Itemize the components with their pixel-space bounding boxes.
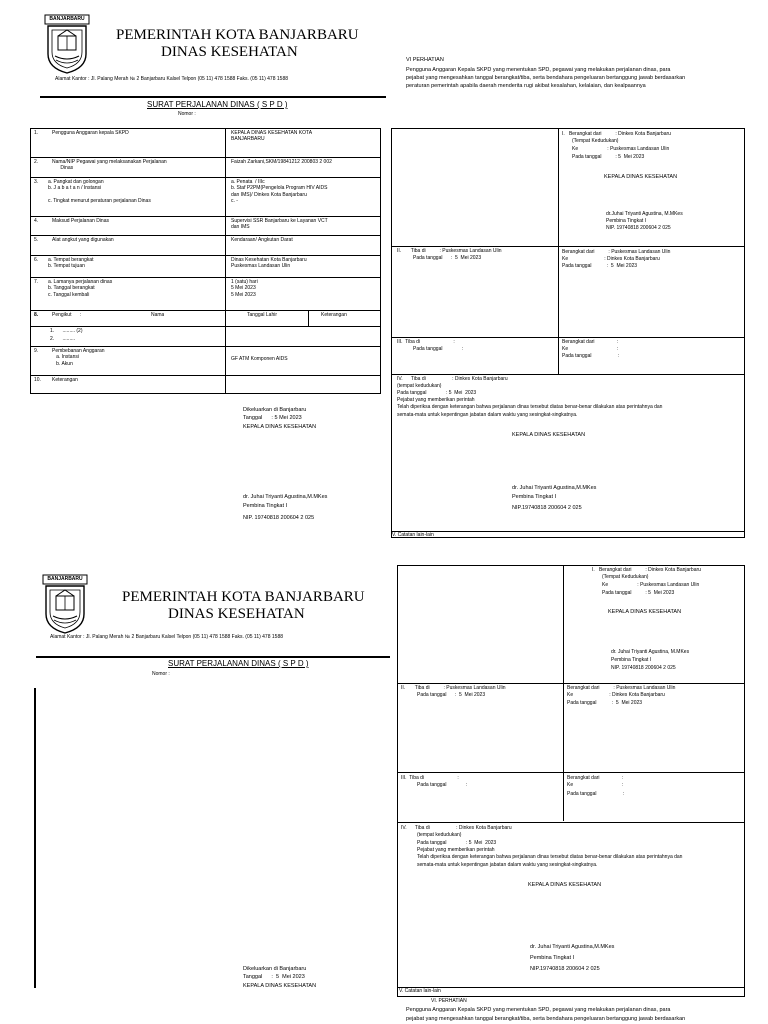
s3-tanggal-right-2: Pada tanggal : <box>567 791 625 797</box>
issued-nip: NIP. 19740818 200604 2 025 <box>243 515 315 521</box>
s2-tanggal-right-2: Pada tanggal : 5 Mei 2023 <box>567 700 643 706</box>
s2-tiba: II. Tiba di : Puskesmas Landasan Ulin <box>397 248 502 254</box>
s4-pejabat: Pejabat yang memberikan perintah <box>397 397 475 403</box>
row-2-label: Nama/NIP Pegawai yang melaksanakan Perjalanan Dinas <box>52 159 167 172</box>
s1-name: dr.Juhai Triyanti Agustina, M.MKes <box>606 211 683 217</box>
nomor-label: Nomor : <box>178 111 196 117</box>
pengikut-item-2: 2. ......... <box>50 336 76 342</box>
row-8-label: Pengikut : <box>52 312 82 318</box>
row-9-value: GF ATM Komponen AIDS <box>231 356 288 362</box>
s2-tanggal-right: Pada tanggal : 5 Mei 2023 <box>562 263 638 269</box>
row-10-no: 10. <box>34 377 41 383</box>
issued-date: Tanggal : 5 Mei 2023 <box>243 415 302 421</box>
s2-tiba-2: II. Tiba di : Puskesmas Landasan Ulin <box>401 685 506 691</box>
row-6-no: 6. <box>34 257 39 263</box>
row-3-no: 3. <box>34 179 39 185</box>
row-3-value: a. Penata / IIIc b. Staf P2PM(Pengelola Program HIV AIDS dan IMS)/ Dinkes Kota Banjarbaru c. - <box>231 179 328 205</box>
s4-tiba: IV. Tiba di : Dinkes Kota Banjarbaru <box>397 376 508 382</box>
dept-title: DINAS KESEHATAN <box>161 44 298 60</box>
row-2-no: 2. <box>34 159 39 165</box>
doc-title-2: SURAT PERJALANAN DINAS ( S P D ) <box>168 659 309 668</box>
s4-tiba-2: IV. Tiba di : Dinkes Kota Banjarbaru <box>401 825 512 831</box>
left-margin-rule <box>34 688 36 988</box>
issued-rank: Pembina Tingkat I <box>243 503 288 509</box>
s4-role-2: KEPALA DINAS KESEHATAN <box>528 882 602 888</box>
row-2-value: Faizah Zarkani,SKM/19841212 200803 2 002 <box>231 159 332 165</box>
row-6-label: a. Tempat berangkat b. Tempat tujuan <box>48 257 94 270</box>
row-7-value: 1 (satu) hari 5 Mei 2023 5 Mei 2023 <box>231 279 258 298</box>
s4-pejabat-2: Pejabat yang memberikan perintah <box>417 847 495 853</box>
s4-tempat: (tempat kedudukan) <box>397 383 442 389</box>
issued-role-2: KEPALA DINAS KESEHATAN <box>243 983 317 989</box>
s2-ke: Ke : Dinkes Kota Banjarbaru <box>562 256 660 262</box>
s3-tanggal-2: Pada tanggal : <box>417 782 468 788</box>
s1-tanggal-2: Pada tanggal : 5 Mei 2023 <box>602 590 675 596</box>
s4-text-2: semata-mata untuk kepentingan jabatan dalam waktu yang sesingkat-singkatnya. <box>397 412 578 418</box>
row-4-value: Supervisi SSR Banjarbaru ke Layanan VCT dan IMS <box>231 218 328 231</box>
doc-title: SURAT PERJALANAN DINAS ( S P D ) <box>147 100 288 109</box>
perhatian-text-3: peraturan pemerintah apabila daerah menderita rugi akibat kesalahan, kelalaian, dan kealpaannya <box>406 83 646 89</box>
gov-title-2: PEMERINTAH KOTA BANJARBARU <box>122 589 365 605</box>
s3-tanggal: Pada tanggal : <box>413 346 464 352</box>
s1-nip-2: NIP. 19740818 200604 2 025 <box>611 665 676 671</box>
dept-title-2: DINAS KESEHATAN <box>168 606 305 622</box>
s4-text-2-2: semata-mata untuk kepentingan jabatan dalam waktu yang sesingkat-singkatnya. <box>417 862 598 868</box>
perhatian-text-1: Pengguna Anggaran Kepala SKPD yang menentukan SPD, pegawai yang melakukan perjalanan dinas, para <box>406 67 671 73</box>
header-rule-2 <box>36 656 390 658</box>
s1-ke: Ke : Puskesmas Landasan Ulin <box>572 146 670 152</box>
s4-text-1-2: Telah diperiksa dengan keterangan bahwa perjalanan dinas tersebut diatas benar-benar dilakukan atas perintahnya dan <box>417 854 683 860</box>
s1-rank-2: Pembina Tingkat I <box>611 657 652 663</box>
s1-tanggal: Pada tanggal : 5 Mei 2023 <box>572 154 645 160</box>
issued-at: Dikeluarkan di Banjarbaru <box>243 407 307 413</box>
s3-ke: Ke : <box>562 346 619 352</box>
s4-tempat-2: (tempat kedudukan) <box>417 832 462 838</box>
row-1-label: Pengguna Anggaran kepala SKPD <box>52 130 129 136</box>
city-emblem-logo-2 <box>42 574 88 634</box>
row-5-no: 5. <box>34 237 39 243</box>
s4-rank-2: Pembina Tingkat I <box>530 955 575 961</box>
row-8-no: 8. <box>34 312 39 318</box>
office-address-2: Alamat Kantor : Jl. Palang Merah № 2 Banjarbaru Kalsel Telpon (05 11) 478 1588 Faks. (05 11) 478 1588 <box>50 634 284 640</box>
row-1-no: 1. <box>34 130 39 136</box>
row-7-label: a. Lamanya perjalanan dinas b. Tanggal berangkat c. Tanggal kembali <box>48 279 113 298</box>
row-7-no: 7. <box>34 279 39 285</box>
perhatian-title: VI PERHATIAN <box>406 57 444 63</box>
pengikut-nama-header: Nama <box>151 312 165 318</box>
logo-label-2: BANJARBARU <box>47 576 83 582</box>
row-4-no: 4. <box>34 218 39 224</box>
nomor-label-2: Nomor : <box>152 671 170 677</box>
s3-ke-2: Ke : <box>567 782 624 788</box>
s3-tiba: III. Tiba di : <box>397 339 455 345</box>
office-address: Alamat Kantor : Jl. Palang Merah № 2 Banjarbaru Kalsel Telpon (05 11) 478 1588 Faks. (05 11) 478 1588 <box>55 76 289 82</box>
s4-rank: Pembina Tingkat I <box>512 494 557 500</box>
header-rule <box>40 96 386 98</box>
perhatian-text-1-2: Pengguna Anggaran Kepala SKPD yang menentukan SPD, pegawai yang melakukan perjalanan dinas, para <box>406 1007 671 1013</box>
perhatian-title-2: VI. PERHATIAN <box>431 998 467 1004</box>
s4-role: KEPALA DINAS KESEHATAN <box>512 432 586 438</box>
row-5-label: Alat angkut yang digunakan <box>52 237 114 243</box>
s1-name-2: dr. Juhai Triyanti Agustina, M.MKes <box>611 649 690 655</box>
s1-berangkat-2: I. Berangkat dari : Dinkes Kota Banjarbaru <box>592 567 701 573</box>
row-10-label: Keterangan <box>52 377 78 383</box>
pengikut-ket-header: Keterangan <box>321 312 347 318</box>
s1-nip: NIP. 19740818 200604 2 025 <box>606 225 671 231</box>
row-4-label: Maksud Perjalanan Dinas <box>52 218 109 224</box>
s3-berangkat: Berangkat dari : <box>562 339 619 345</box>
row-1-value: KEPALA DINAS KESEHATAN KOTA BANJARBARU <box>231 130 313 143</box>
s2-ke-2: Ke : Dinkes Kota Banjarbaru <box>567 692 665 698</box>
s2-tanggal-2: Pada tanggal : 5 Mei 2023 <box>417 692 486 698</box>
row-9-no: 9. <box>34 348 39 354</box>
issued-at-2: Dikeluarkan di Banjarbaru <box>243 966 307 972</box>
row-5-value: Kendaraan/ Angkutan Darat <box>231 237 293 243</box>
s4-name: dr. Juhai Triyanti Agustina,M.MKes <box>512 485 597 491</box>
catatan-2: V. Catatan lain-lain <box>399 988 441 994</box>
s4-tanggal-2: Pada tanggal : 5 Mei 2023 <box>417 840 497 846</box>
perhatian-text-2: pejabat yang mengesahkan tanggal berangkat/tiba, serta bendahara pengeluaran bertanggung jawab berdasarkan <box>406 75 686 81</box>
s4-text-1: Telah diperiksa dengan keterangan bahwa perjalanan dinas tersebut diatas benar-benar dilakukan atas perintahnya dan <box>397 404 663 410</box>
s4-tanggal: Pada tanggal : 5 Mei 2023 <box>397 390 477 396</box>
s1-tempat-2: (Tempat Kedudukan) <box>602 574 649 580</box>
s3-tanggal-right: Pada tanggal : <box>562 353 620 359</box>
perhatian-text-2-2: pejabat yang mengesahkan tanggal berangkat/tiba, serta bendahara pengeluaran bertanggung jawab berdasarkan <box>406 1016 686 1022</box>
pengikut-tgl-header: Tanggal Lahir <box>247 312 278 318</box>
issued-role: KEPALA DINAS KESEHATAN <box>243 424 317 430</box>
s1-role-2: KEPALA DINAS KESEHATAN <box>608 609 682 615</box>
s3-tiba-2: III. Tiba di : <box>401 775 459 781</box>
s1-berangkat: I. Berangkat dari : Dinkes Kota Banjarbaru <box>562 131 671 137</box>
s1-rank: Pembina Tingkat I <box>606 218 647 224</box>
s1-tempat: (Tempat Kedudukan) <box>572 138 619 144</box>
s2-berangkat-2: Berangkat dari : Puskesmas Landasan Ulin <box>567 685 676 691</box>
s2-tanggal: Pada tanggal : 5 Mei 2023 <box>413 255 482 261</box>
gov-title: PEMERINTAH KOTA BANJARBARU <box>116 27 359 43</box>
s3-berangkat-2: Berangkat dari : <box>567 775 624 781</box>
s4-nip-2: NIP.19740818 200604 2 025 <box>530 966 600 972</box>
issued-name: dr. Juhai Triyanti Agustina,M.MKes <box>243 494 328 500</box>
s2-berangkat: Berangkat dari : Puskesmas Landasan Ulin <box>562 249 671 255</box>
pengikut-item-1: 1. ......... (2) <box>50 328 83 334</box>
catatan: V. Catatan lain-lain <box>392 532 434 538</box>
row-9-label: Pembebanan Anggaran a. Instansi b. Akun <box>52 348 105 367</box>
city-emblem-logo <box>44 14 90 74</box>
s4-nip: NIP.19740818 200604 2 025 <box>512 505 582 511</box>
s1-role: KEPALA DINAS KESEHATAN <box>604 174 678 180</box>
row-6-value: Dinas Kesehatan Kota Banjarbaru Puskesmas Landasan Ulin <box>231 257 307 270</box>
s4-name-2: dr. Juhai Triyanti Agustina,M.MKes <box>530 944 615 950</box>
issued-date-2: Tanggal : 5 Mei 2023 <box>243 974 305 980</box>
row-3-label: a. Pangkat dan golongan b. J a b a t a n / Instansi c. Tingkat menurut peraturan perjalanan Dinas <box>48 179 151 205</box>
s1-ke-2: Ke : Puskesmas Landasan Ulin <box>602 582 700 588</box>
travel-record-table <box>391 128 745 538</box>
logo-label: BANJARBARU <box>49 16 85 22</box>
